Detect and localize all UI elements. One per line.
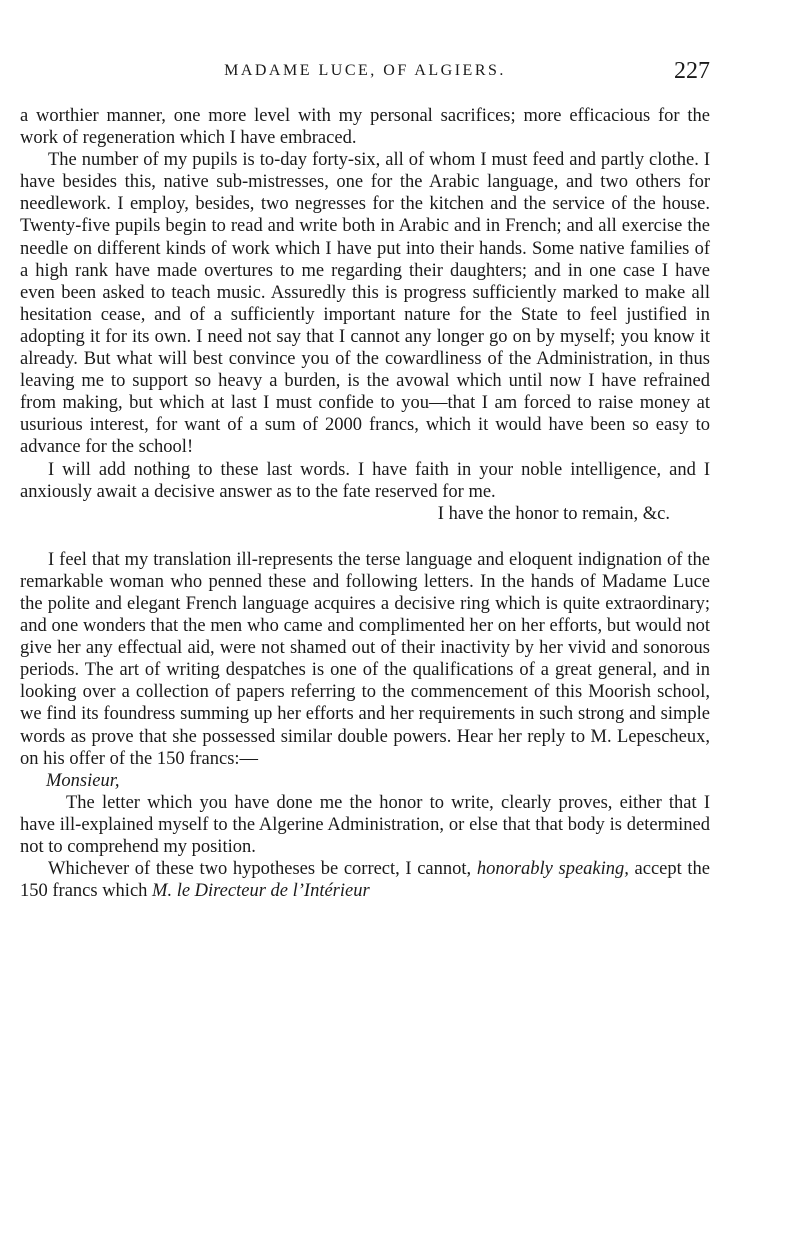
hypotheses-text-mid: accept the 150 francs which [20, 859, 711, 902]
paragraph-closing: I will add nothing to these last words. I have faith in your noble intelligence, and I anxiously await a decisive answer as to the fate reserved for me. [20, 459, 710, 502]
running-head: MADAME LUCE, OF ALGIERS. [224, 62, 506, 79]
page-header [20, 58, 710, 88]
paragraph-commentary: I feel that my translation ill-represents the terse language and eloquent indignation of the remarkable woman who penned these and following letters. In the hands of Madame Luce the polite and elegant French language acquires a decisive ring which is quite extraordinary; and one wonders that the men who came and complimented her on her efforts, but would not give her any effectual aid, were not shamed out of their inactivity by her vivid and sonorous periods. The art of writing despatches is one of the qualifications of a great general, and in looking over a collection of papers referring to the commencement of this Moorish school, we find its foundress summing up her efforts and her requirements in such strong and simple words as prove that she possessed similar double powers. Hear her reply to M. Lepescheux, on his offer of the 150 francs:— [20, 549, 710, 769]
paragraph-hypotheses [20, 858, 710, 902]
body-text [20, 105, 710, 902]
page-number: 227 [674, 58, 710, 84]
hypotheses-text-start: Whichever of these two hypotheses be correct, I cannot, [48, 859, 477, 880]
paragraph-continuation: a worthier manner, one more level with my personal sacrifices; more efficacious for the work of regeneration which I have embraced. [20, 106, 710, 149]
hypotheses-italic-directeur: M. le Directeur de l’Intérieur [152, 881, 370, 902]
paragraph-pupils: The number of my pupils is to-day forty-six, all of whom I must feed and partly clothe. I have besides this, native sub-mistresses, one for the Arabic language, and two others for needlework. I employ, besides, two negresses for the kitchen and the service of the house. Twenty-five pupils begin to read and write both in Arabic and in French; and all exercise the needle on different kinds of work which I have put into their hands. Some native families of a high rank have made overtures to me regarding their daughters; and in one case I have even been asked to teach music. Assuredly this is progress sufficiently marked to make all hesitation cease, and of a sufficiently important nature for the State to feel justified in adopting it for its own. I need not say that I cannot any longer go on by myself; you know it already. But what will best convince you of the cowardliness of the Administration, in thus leaving me to support so heavy a burden, is the avowal which until now I have refrained from making, but which at last I must confide to you—that I am forced to raise money at usurious interest, for want of a sum of 2000 francs, which it would have been so easy to advance for the school! [20, 150, 710, 458]
hypotheses-italic-honorably: honorably speaking, [476, 859, 629, 880]
letter-signoff: I have the honor to remain, &c. [437, 503, 670, 524]
paragraph-letter-body: The letter which you have done me the honor to write, clearly proves, either that I have ill-explained myself to the Algerine Administration, or else that that body is determined not to comprehend my position. [20, 792, 710, 857]
letter-salutation: Monsieur, [46, 770, 120, 791]
